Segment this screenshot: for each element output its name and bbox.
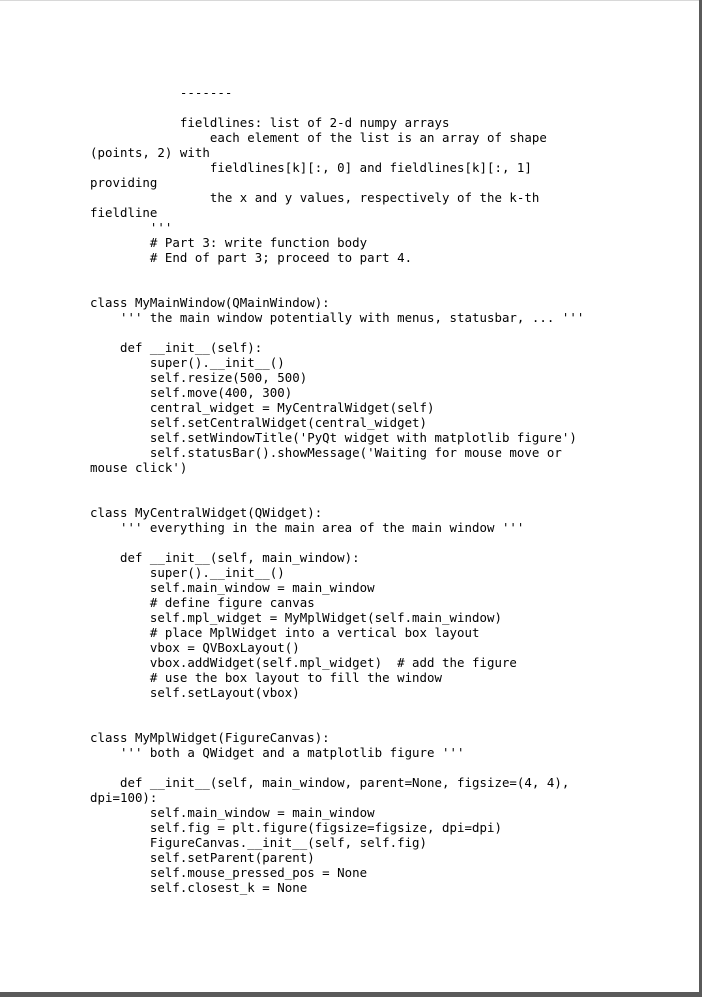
code-line: def __init__(self): — [90, 340, 263, 355]
code-line: fieldlines[k][:, 0] and fieldlines[k][:, 1] — [90, 160, 532, 175]
code-line — [90, 760, 584, 775]
code-line: ''' everything in the main area of the main window ''' — [90, 520, 525, 535]
code-line: self.mpl_widget = MyMplWidget(self.main_window) — [90, 610, 502, 625]
code-line: # define figure canvas — [90, 595, 315, 610]
code-line: class MyMplWidget(FigureCanvas): — [90, 730, 330, 745]
code-line: FigureCanvas.__init__(self, self.fig) — [90, 835, 428, 850]
code-line — [90, 280, 584, 295]
code-line — [90, 490, 584, 505]
code-line: self.main_window = main_window — [90, 805, 375, 820]
code-line: (points, 2) with — [90, 145, 210, 160]
code-line: self.setParent(parent) — [90, 850, 315, 865]
code-line: fieldlines: list of 2-d numpy arrays — [90, 115, 450, 130]
code-line: the x and y values, respectively of the k-th — [90, 190, 540, 205]
code-line — [90, 475, 584, 490]
code-line: self.mouse_pressed_pos = None — [90, 865, 368, 880]
code-line: each element of the list is an array of shape — [90, 130, 547, 145]
code-line: class MyCentralWidget(QWidget): — [90, 505, 323, 520]
code-line: self.fig = plt.figure(figsize=figsize, dpi=dpi) — [90, 820, 502, 835]
code-line: self.setCentralWidget(central_widget) — [90, 415, 428, 430]
code-line: self.setWindowTitle('PyQt widget with matplotlib figure') — [90, 430, 577, 445]
code-line: # use the box layout to fill the window — [90, 670, 443, 685]
code-line — [90, 715, 584, 730]
code-line: central_widget = MyCentralWidget(self) — [90, 400, 435, 415]
code-line: providing — [90, 175, 158, 190]
code-line: fieldline — [90, 205, 158, 220]
code-line — [90, 100, 584, 115]
code-line: mouse click') — [90, 460, 188, 475]
code-line: ''' both a QWidget and a matplotlib figure ''' — [90, 745, 465, 760]
code-line — [90, 535, 584, 550]
code-line: ''' the main window potentially with menus, statusbar, ... ''' — [90, 310, 585, 325]
code-line: self.main_window = main_window — [90, 580, 375, 595]
code-line: self.closest_k = None — [90, 880, 308, 895]
code-line: vbox = QVBoxLayout() — [90, 640, 300, 655]
code-listing — [90, 85, 584, 895]
code-line: super().__init__() — [90, 565, 285, 580]
code-line: dpi=100): — [90, 790, 158, 805]
code-line: ''' — [90, 220, 173, 235]
code-line: def __init__(self, main_window): — [90, 550, 360, 565]
code-line: super().__init__() — [90, 355, 285, 370]
code-line: self.resize(500, 500) — [90, 370, 308, 385]
code-line: # End of part 3; proceed to part 4. — [90, 250, 413, 265]
code-line: # place MplWidget into a vertical box layout — [90, 625, 480, 640]
code-line: self.setLayout(vbox) — [90, 685, 300, 700]
code-line — [90, 265, 584, 280]
code-line: class MyMainWindow(QMainWindow): — [90, 295, 330, 310]
code-line: vbox.addWidget(self.mpl_widget) # add the figure — [90, 655, 517, 670]
code-line: self.statusBar().showMessage('Waiting for mouse move or — [90, 445, 562, 460]
code-line: # Part 3: write function body — [90, 235, 368, 250]
code-line: self.move(400, 300) — [90, 385, 293, 400]
code-line: def __init__(self, main_window, parent=None, figsize=(4, 4), — [90, 775, 570, 790]
code-line — [90, 325, 584, 340]
code-line — [90, 700, 584, 715]
code-line: ------- — [90, 85, 233, 100]
